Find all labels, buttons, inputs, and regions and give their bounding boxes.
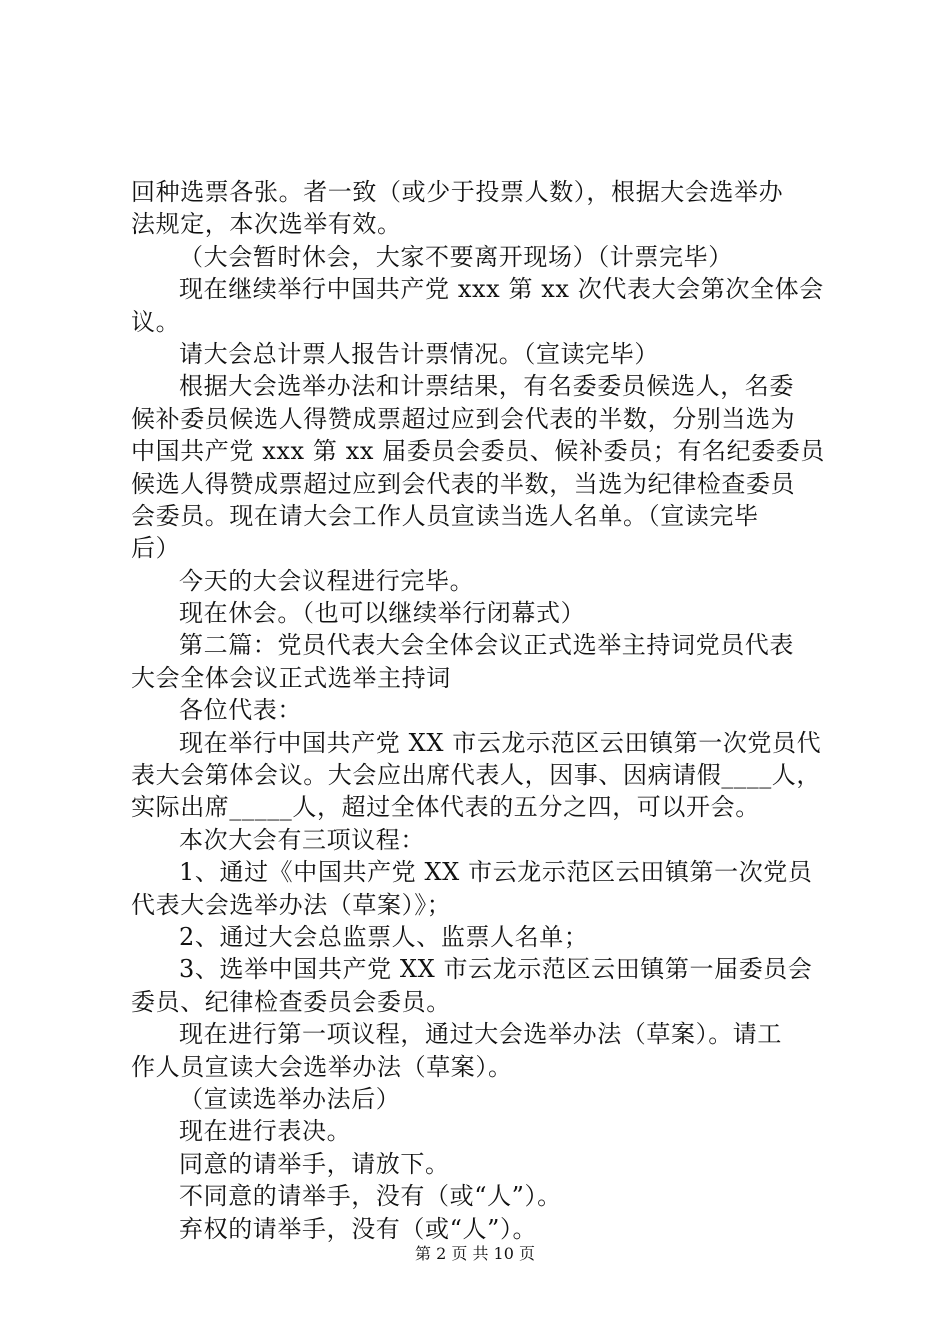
- text-line: 本次大会有三项议程：: [179, 825, 425, 854]
- text-line: 法规定，本次选举有效。: [131, 210, 402, 239]
- text-line: 候选人得赞成票超过应到会代表的半数，当选为纪律检查委员: [131, 469, 796, 498]
- text-line: 表大会第体会议。大会应出席代表人，因事、因病请假____人，: [131, 761, 821, 790]
- text-line: 大会全体会议正式选举主持词: [131, 663, 451, 692]
- text-line: 会委员。现在请大会工作人员宣读当选人名单。（宣读完毕: [131, 501, 759, 530]
- text-line: （大会暂时休会，大家不要离开现场）（计票完毕）: [179, 242, 733, 271]
- text-line: 委员、纪律检查委员会委员。: [131, 987, 451, 1016]
- text-line: 代表大会选举办法（草案）》；: [131, 890, 452, 919]
- text-line: 1、通过《中国共产党 XX 市云龙示范区云田镇第一次党员: [179, 858, 813, 887]
- text-line: 各位代表：: [179, 696, 302, 725]
- text-line: 议。: [131, 307, 181, 336]
- text-line: 同意的请举手，请放下。: [179, 1149, 450, 1178]
- text-line: 第二篇：党员代表大会全体会议正式选举主持词党员代表: [179, 631, 794, 660]
- text-line: 现在举行中国共产党 XX 市云龙示范区云田镇第一次党员代: [179, 728, 822, 757]
- text-line: 现在进行表决。: [179, 1117, 352, 1146]
- text-line: 作人员宣读大会选举办法（草案）。: [131, 1052, 513, 1081]
- text-line: 回种选票各张。者一致（或少于投票人数），根据大会选举办: [131, 178, 784, 206]
- text-line: 2、通过大会总监票人、监票人名单；: [179, 922, 589, 951]
- text-line: 3、选举中国共产党 XX 市云龙示范区云田镇第一届委员会: [179, 955, 813, 984]
- text-line: 中国共产党 xxx 第 xx 届委员会委员、候补委员；有名纪委委员: [131, 437, 825, 466]
- text-line: 现在继续举行中国共产党 xxx 第 xx 次代表大会第次全体会: [179, 275, 824, 304]
- text-line: 根据大会选举办法和计票结果，有名委委员候选人，名委: [179, 372, 794, 401]
- text-line: 今天的大会议程进行完毕。: [179, 566, 475, 595]
- text-line: 实际出席_____人，超过全体代表的五分之四，可以开会。: [131, 793, 760, 822]
- text-line: 弃权的请举手，没有（或“人”）。: [179, 1214, 538, 1243]
- text-line: 候补委员候选人得赞成票超过应到会代表的半数，分别当选为: [131, 404, 796, 433]
- text-line: （宣读选举办法后）: [179, 1084, 401, 1113]
- text-line: 不同意的请举手，没有（或“人”）。: [179, 1182, 562, 1211]
- text-line: 现在进行第一项议程，通过大会选举办法（草案）。请工: [179, 1020, 782, 1049]
- document-body: [131, 176, 831, 1245]
- text-line: 现在休会。（也可以继续举行闭幕式）: [179, 599, 586, 628]
- text-line: 请大会总计票人报告计票情况。（宣读完毕）: [179, 339, 659, 368]
- text-line: 后）: [131, 534, 181, 563]
- page-footer: 第 2 页 共 10 页: [415, 1244, 535, 1263]
